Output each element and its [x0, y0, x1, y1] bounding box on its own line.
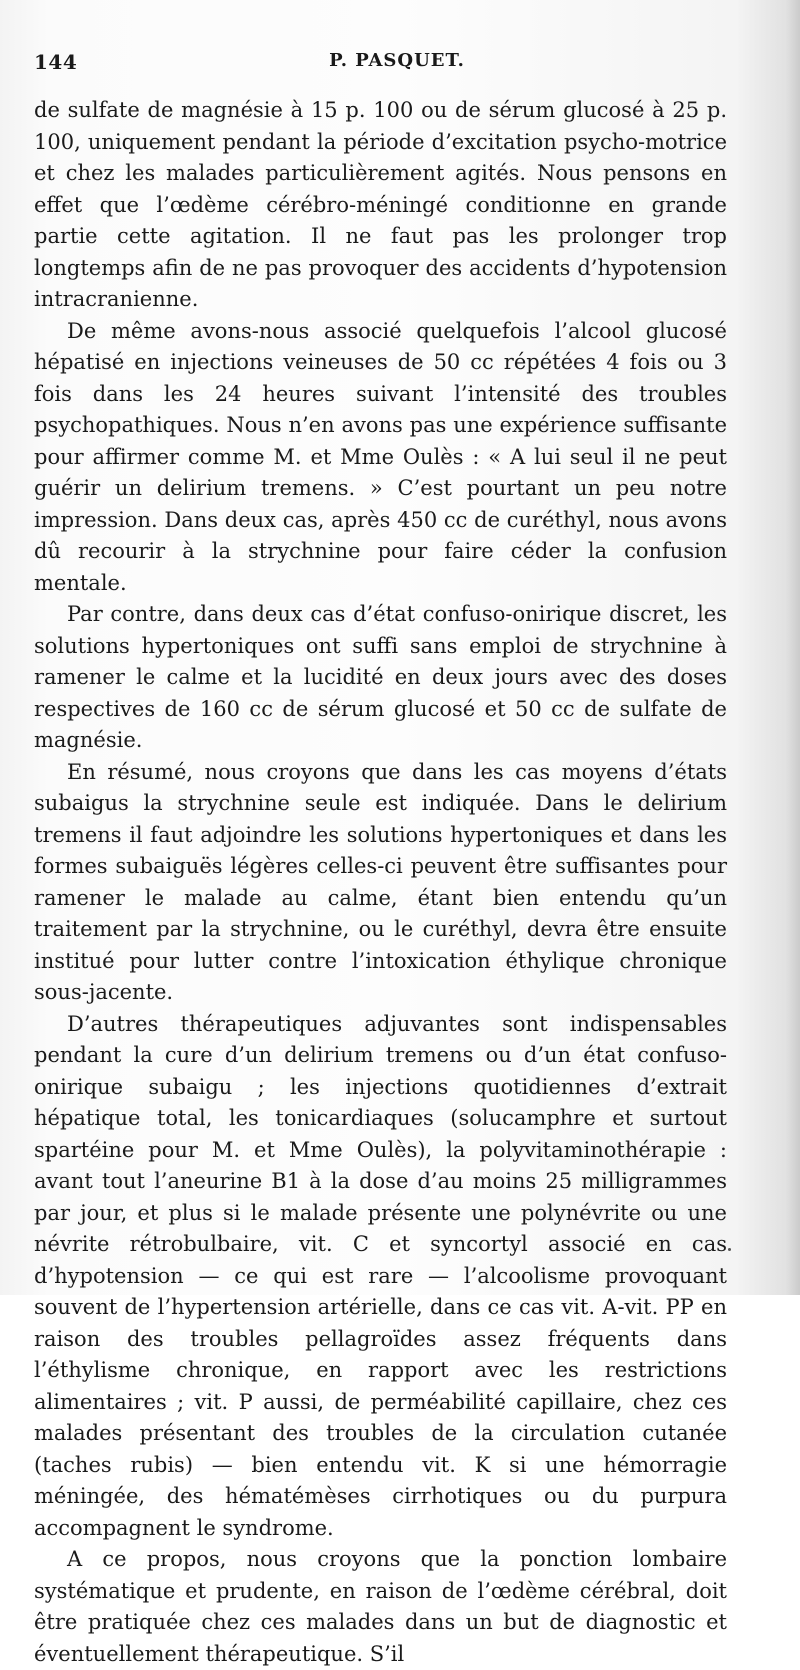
paragraph-6: A ce propos, nous croyons que la ponction lombaire systématique et prudente, en raison de l’œdème cérébral, doit être pratiquée chez ces malades dans un but de diagnostic et éventuellement thérapeutique. S’il [34, 1547, 727, 1666]
paragraph-2: De même avons-nous associé quelquefois l’alcool glucosé hépatisé en injections veineuses de 50 cc répétées 4 fois ou 3 fois dans les 24 heures suivant l’intensité des troubles psychopathiques. Nous n’en avons pas une expérience suffisante pour affirmer comme M. et Mme Oulès : « A lui seul il ne peut guérir un delirium tremens. » C’est pourtant un peu notre impression. Dans deux cas, après 450 cc de curéthyl, nous avons dû recourir à la strychnine pour faire céder la confusion mentale. [34, 318, 727, 595]
body-text [34, 95, 727, 1670]
running-head-author: P. PASQUET. [329, 50, 465, 71]
paragraph-3: Par contre, dans deux cas d’état confuso-onirique discret, les solutions hypertoniques ont suffi sans emploi de strychnine à ramener le calme et la lucidité en deux jours avec des doses respectives de 160 cc de sérum glucosé et 50 cc de sulfate de magnésie. [34, 602, 727, 752]
page-header [34, 50, 760, 80]
page-edge-shadow [786, 0, 800, 1295]
paragraph-4: En résumé, nous croyons que dans les cas moyens d’états subaigus la strychnine seule est indiquée. Dans le delirium tremens il faut adjoindre les solutions hypertoniques et dans les formes subaiguës légères celles-ci peuvent être suffisantes pour ramener le malade au calme, étant bien entendu qu’un traitement par la strychnine, ou le curéthyl, devra être ensuite institué pour lutter contre l’intoxication éthylique chronique sous-jacente. [34, 759, 727, 1004]
page-number: 144 [34, 50, 78, 74]
paragraph-1: de sulfate de magnésie à 15 p. 100 ou de sérum glucosé à 25 p. 100, uniquement pendant la période d’excitation psycho-motrice et chez les malades particulièrement agités. Nous pensons en effet que l’œdème cérébro-méningé conditionne en grande partie cette agitation. Il ne faut pas les prolonger trop longtemps afin de ne pas provoquer des accidents d’hypotension intracranienne. [34, 98, 727, 311]
paragraph-5: D’autres thérapeutiques adjuvantes sont indispensables pendant la cure d’un delirium tremens ou d’un état confuso-onirique subaigu ; les injections quotidiennes d’extrait hépatique total, les tonicardiaques (solucamphre et surtout spartéine pour M. et Mme Oulès), la polyvitaminothérapie : avant tout l’aneurine B1 à la dose d’au moins 25 milligrammes par jour, et plus si le malade présente une polynévrite ou une névrite rétrobulbaire, vit. C et syncortyl associé en cas d’hypotension — ce qui est rare — l’alcoolisme provoquant souvent de l’hypertension artérielle, dans ce cas vit. A-vit. PP en raison des troubles pellagroïdes assez fréquents dans l’éthylisme chronique, en rapport avec les restrictions alimentaires ; vit. P aussi, de perméabilité capillaire, chez ces malades présentant des troubles de la circulation cutanée (taches rubis) — bien entendu vit. K si une hémorragie méningée, des hématémèses cirrhotiques ou du purpura accompagnent le syndrome. [34, 1011, 727, 1540]
ink-speck [728, 1248, 731, 1251]
